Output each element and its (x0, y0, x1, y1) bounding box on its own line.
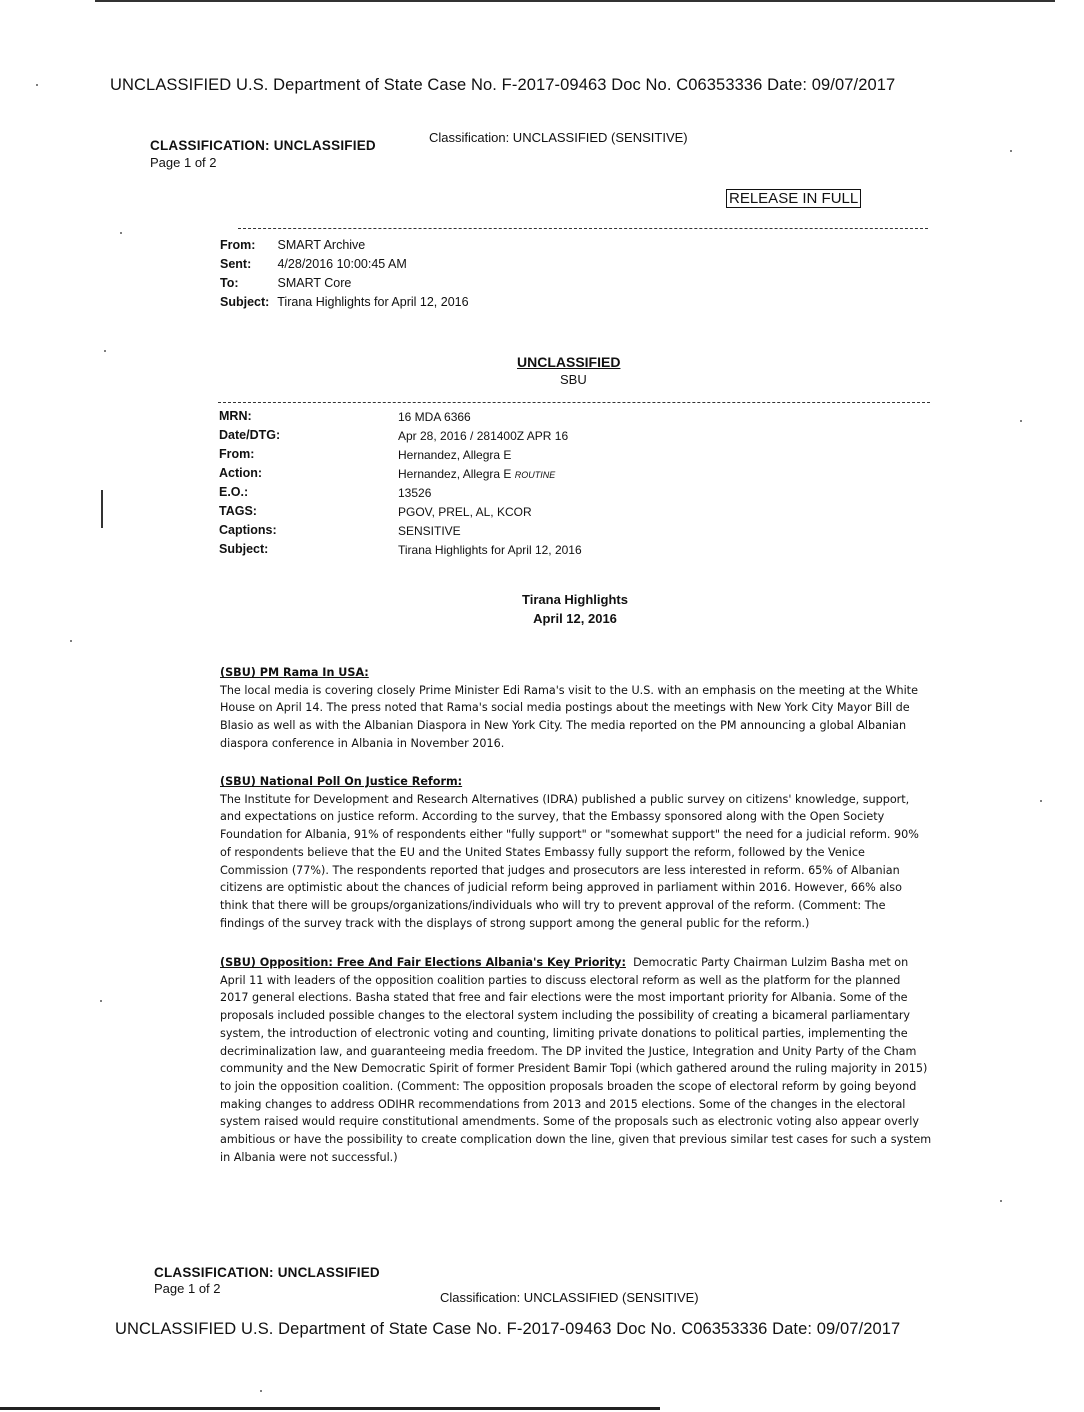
footer-stamp: UNCLASSIFIED U.S. Department of State Case No. F-2017-09463 Doc No. C06353336 Date: 09/07/2017 (115, 1320, 901, 1338)
section-body: Democratic Party Chairman Lulzim Basha met on April 11 with leaders of the opposition coalition parties to discuss electoral reform as well as the platform for the planned 2017 general elections. Basha stated that free and fair elections were the most important priority for Albania. Some of the proposals included possible changes to the electoral system including the possibility of creating a bicameral parliamentary system, the introduction of electronic voting and counting, limiting private donations to political parties, implementing the decriminalization law, and guaranteeing media freedom. The DP invited the Justice, Integration and Unity Party of the Cham community and the New Democratic Spirit of former President Bamir Topi (which gathered around the ruling majority in 2015) to join the opposition coalition. (Comment: The opposition proposals broaden the scope of electoral reform by going beyond making changes to address ODIHR recommendations from 2013 and 2015 elections. Some of the changes in the electoral system raised would require constitutional amendments. Some of the proposals such as electronic voting also appear overly ambitious or have the possibility to create complication down the line, given that previous similar test cases for such a system in Albania were not successful.) (220, 956, 932, 1164)
top-sensitive-classification: Classification: UNCLASSIFIED (SENSITIVE) (429, 130, 688, 145)
section-pm-rama (220, 664, 932, 753)
scan-speck (100, 1000, 102, 1002)
scan-speck (1040, 800, 1042, 802)
cable-field-label: Captions: (219, 523, 277, 537)
highlights-date: April 12, 2016 (533, 611, 617, 626)
action-name: Hernandez, Allegra E (398, 467, 512, 481)
section-heading: (SBU) Opposition: Free And Fair Elections Albania's Key Priority: (220, 956, 626, 969)
scan-speck (104, 350, 106, 352)
bottom-classification-label: CLASSIFICATION: UNCLASSIFIED (154, 1265, 380, 1280)
email-meta-row (220, 295, 469, 309)
scan-speck (260, 1390, 262, 1392)
highlights-title: Tirana Highlights (522, 592, 628, 607)
email-meta-value: SMART Archive (277, 238, 366, 252)
release-in-full-stamp: RELEASE IN FULL (726, 189, 861, 208)
cable-field-value: Apr 28, 2016 / 281400Z APR 16 (398, 429, 569, 443)
cable-field-value: 16 MDA 6366 (398, 410, 471, 424)
email-meta-label: From: (220, 238, 256, 252)
cable-classification: UNCLASSIFIED (517, 354, 621, 370)
cable-field-label: From: (219, 447, 255, 461)
section-heading: (SBU) National Poll On Justice Reform: (220, 775, 463, 788)
scan-speck (1010, 150, 1012, 152)
cable-field-value: SENSITIVE (398, 524, 461, 538)
cable-caveat: SBU (560, 372, 587, 387)
bottom-page-number: Page 1 of 2 (154, 1281, 221, 1296)
email-meta-row (220, 257, 407, 271)
section-opposition (220, 954, 932, 1166)
header-separator (238, 228, 928, 229)
scan-speck (1000, 1200, 1002, 1202)
cable-field-label: Date/DTG: (219, 428, 281, 442)
cable-field-value (398, 467, 555, 481)
scan-bottom-edge-line (0, 1407, 660, 1410)
section-heading: (SBU) PM Rama In USA: (220, 666, 369, 679)
scan-mark (101, 490, 103, 528)
top-classification-label: CLASSIFICATION: UNCLASSIFIED (150, 138, 376, 153)
header-stamp: UNCLASSIFIED U.S. Department of State Case No. F-2017-09463 Doc No. C06353336 Date: 09/07/2017 (110, 76, 896, 94)
section-justice-poll (220, 773, 932, 932)
email-meta-row (220, 276, 351, 290)
email-meta-row (220, 238, 365, 252)
scan-top-edge-line (95, 0, 1055, 2)
scan-speck (1020, 420, 1022, 422)
cable-field-value: PGOV, PREL, AL, KCOR (398, 505, 532, 519)
scan-speck (70, 640, 72, 642)
email-meta-label: To: (220, 276, 239, 290)
email-meta-label: Subject: (220, 295, 270, 309)
email-meta-value: Tirana Highlights for April 12, 2016 (277, 295, 469, 309)
scan-speck (120, 232, 122, 234)
section-body: The local media is covering closely Prime Minister Edi Rama's visit to the U.S. with an emphasis on the meeting at the White House on April 14. The press noted that Rama's social media postings about the meetings with New York City Mayor Bill de Blasio as well as with the Albanian Diaspora in New York City. The media reported on the PM announcing a global Albanian diaspora conference in Albania in November 2016. (220, 683, 918, 750)
email-meta-label: Sent: (220, 257, 252, 271)
cable-field-label: MRN: (219, 409, 252, 423)
cable-field-value: Tirana Highlights for April 12, 2016 (398, 543, 582, 557)
cable-field-value: 13526 (398, 486, 432, 500)
action-precedence: ROUTINE (514, 470, 556, 480)
section-body: The Institute for Development and Research Alternatives (IDRA) published a public survey on citizens' knowledge, support, and expectations on justice reform. According to the survey, that the Embassy sponsored along with the Open Society Foundation for Albania, 91% of respondents either "fully support" or "somewhat support" the need for a judicial reform. 90% of respondents believe that the EU and the United States Embassy fully support the reform, followed by the Venice Commission (77%). The respondents reported that judges and prosecutors are less interested in reform. 65% of Albanian citizens are optimistic about the chances of judicial reform being approved in parliament within 2016. However, 66% also think that there will be groups/organizations/individuals who will try to prevent approval of the reform. (Comment: The findings of the survey track with the displays of strong support among the general public for the reform.) (220, 792, 919, 930)
email-meta-value: SMART Core (277, 276, 352, 290)
email-meta-value: 4/28/2016 10:00:45 AM (277, 257, 407, 271)
cable-field-label: Action: (219, 466, 263, 480)
cable-field-label: TAGS: (219, 504, 257, 518)
top-page-number: Page 1 of 2 (150, 155, 217, 170)
bottom-sensitive-classification: Classification: UNCLASSIFIED (SENSITIVE) (440, 1290, 699, 1305)
cable-field-label: E.O.: (219, 485, 249, 499)
scan-speck (36, 84, 38, 86)
cable-field-label: Subject: (219, 542, 269, 556)
cable-field-value: Hernandez, Allegra E (398, 448, 512, 462)
cable-separator (218, 402, 930, 403)
